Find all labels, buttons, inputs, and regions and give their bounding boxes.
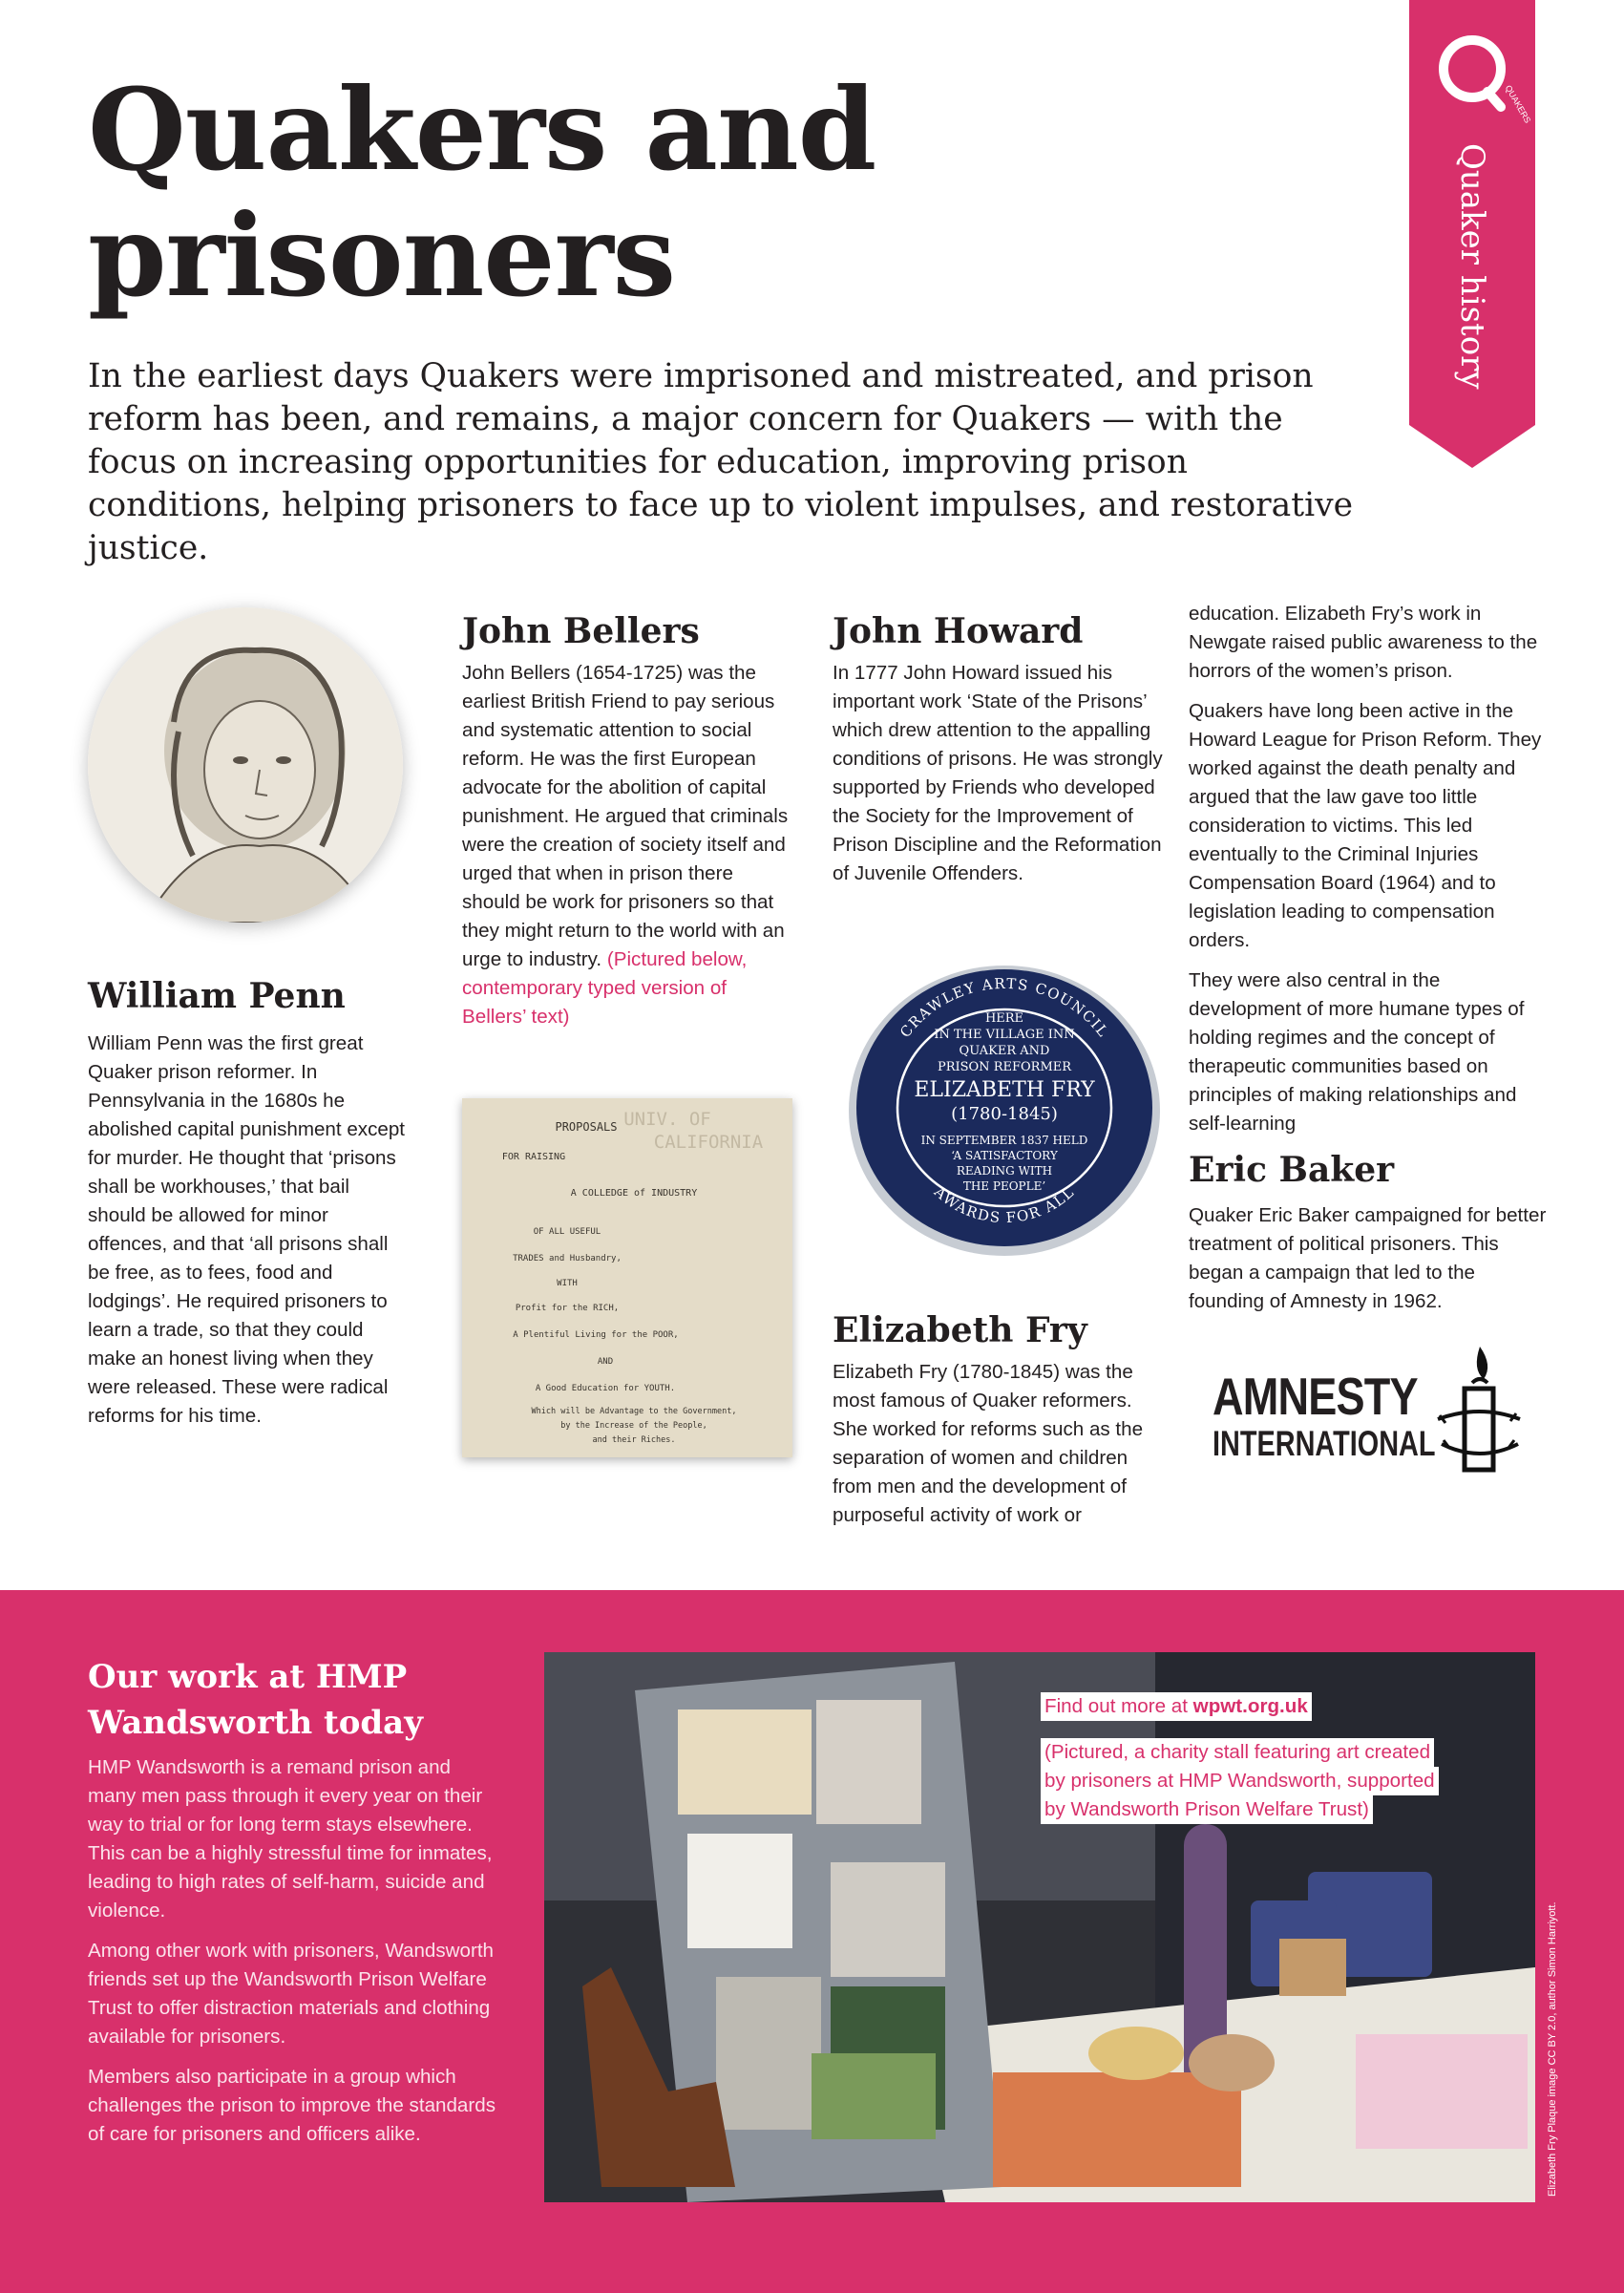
amnesty-wordmark-1: AMNESTY	[1213, 1367, 1418, 1426]
doc-line-9: AND	[597, 1357, 614, 1367]
plaque-line-2: IN THE VILLAGE INN	[934, 1028, 1075, 1042]
john-bellers-body	[462, 659, 791, 1031]
william-penn-heading: William Penn	[88, 976, 346, 1016]
right-column-text	[1189, 600, 1551, 1150]
plaque-top-arc: CRAWLEY ARTS COUNCIL	[896, 974, 1112, 1041]
doc-line-11: Which will be Advantage to the Government,	[531, 1407, 737, 1416]
john-howard-body: In 1777 John Howard issued his important work ‘State of the Prisons’ which drew attention to the appalling conditions of prisons. He was strongly supported by Friends who developed the Society for the Improvement of Prison Discipline and the Reformation of Juvenile Offenders.	[833, 662, 1163, 884]
plaque-line-8: THE PEOPLE’	[962, 1179, 1046, 1193]
plaque-line-5: IN SEPTEMBER 1837 HELD	[920, 1134, 1088, 1147]
elizabeth-fry-heading: Elizabeth Fry	[833, 1310, 1087, 1350]
john-howard-heading: John Howard	[833, 611, 1084, 651]
elizabeth-fry-section	[833, 1308, 1167, 1530]
photo-find-out-more	[1041, 1692, 1312, 1721]
william-penn-section	[88, 974, 412, 1431]
wandsworth-body	[88, 1753, 498, 2149]
doc-line-5: TRADES and Husbandry,	[513, 1254, 622, 1263]
john-howard-section	[833, 609, 1167, 888]
charity-stall-photo	[544, 1652, 1535, 2202]
wpwt-link[interactable]: wpwt.org.uk	[1192, 1695, 1308, 1717]
wandsworth-p3: Members also participate in a group which challenges the prison to improve the standards of care for prisoners and officers alike.	[88, 2066, 496, 2145]
john-bellers-caption: (Pictured below, contemporary typed version of Bellers’ text)	[462, 948, 748, 1028]
quakers-logo-icon	[1409, 0, 1535, 143]
amnesty-candle-icon	[1434, 1345, 1525, 1478]
elizabeth-fry-continued: education. Elizabeth Fry’s work in Newgate raised public awareness to the horrors of the women’s prison.	[1189, 603, 1538, 682]
john-bellers-text: John Bellers (1654-1725) was the earliest British Friend to pay serious and systematic attention to social reform. He was the first European advocate for the abolition of capital punishment. He argued that criminals were the creation of society itself and urged that when in prison there should be work for prisoners so that they might return to the world with an urge to industry.	[462, 662, 789, 970]
doc-line-2: FOR RAISING	[501, 1152, 566, 1162]
photo-caption-line-3: by Wandsworth Prison Welfare Trust)	[1041, 1795, 1373, 1824]
quakers-logo-text: QUAKERS	[1503, 83, 1533, 125]
doc-line-12: by the Increase of the People,	[560, 1421, 707, 1431]
plaque-name: ELIZABETH FRY	[914, 1078, 1095, 1102]
doc-line-3: A COLLEDGE of INDUSTRY	[570, 1188, 698, 1199]
william-penn-portrait	[88, 607, 403, 923]
plaque-line-3: QUAKER AND	[959, 1044, 1050, 1058]
stamp-line-1: UNIV. OF	[623, 1109, 711, 1130]
plaque-line-7: READING WITH	[956, 1164, 1053, 1178]
wandsworth-heading: Our work at HMP Wandsworth today	[88, 1658, 423, 1742]
bellers-proposals-document	[462, 1098, 792, 1457]
find-out-prefix: Find out more at	[1044, 1695, 1193, 1717]
william-penn-body: William Penn was the first great Quaker prison reformer. In Pennsylvania in the 1680s he abolished capital punishment except for murder. He thought that ‘prisons shall be workhouses,’ that bail should be allowed for minor offences, and that ‘all prisons shall be free, as to fees, food and lodgings’. He required prisoners to learn a trade, so that they could make an honest living when they were released. These were radical reforms for his time.	[88, 1032, 406, 1427]
john-bellers-section	[462, 609, 791, 1031]
doc-line-8: A Plentiful Living for the POOR,	[513, 1330, 679, 1340]
john-bellers-heading: John Bellers	[462, 611, 700, 651]
doc-line-10: A Good Education for YOUTH.	[535, 1384, 676, 1393]
howard-league-paragraph: Quakers have long been active in the Howard League for Prison Reform. They worked against the death penalty and argued that the law gave too little consideration to victims. This led eventually to the Criminal Injuries Compensation Board (1964) and to legislation leading to compensation orders.	[1189, 700, 1542, 951]
intro-paragraph: In the earliest days Quakers were imprisoned and mistreated, and prison reform has been, and remains, a major concern for Quakers — with the focus on increasing opportunities for education, improving prison conditions, helping prisoners to face up to violent impulses, and restorative justice.	[88, 357, 1354, 567]
eric-baker-body: Quaker Eric Baker campaigned for better treatment of political prisoners. This began a campaign that led to the founding of Amnesty in 1962.	[1189, 1204, 1547, 1312]
eric-baker-section	[1189, 1148, 1551, 1316]
wandsworth-p2: Among other work with prisoners, Wandsworth friends set up the Wandsworth Prison Welfare Trust to offer distraction materials and clothing available for prisoners.	[88, 1940, 495, 2048]
photo-caption-line-1: (Pictured, a charity stall featuring art created	[1041, 1738, 1434, 1767]
amnesty-international-logo	[1213, 1345, 1528, 1478]
doc-line-7: Profit for the RICH,	[515, 1304, 620, 1313]
plaque-bottom-arc: AWARDS FOR ALL	[931, 1182, 1078, 1227]
banner-label: Quaker history	[1453, 143, 1491, 390]
elizabeth-fry-plaque	[833, 955, 1176, 1261]
wandsworth-text	[88, 1654, 498, 2160]
eric-baker-heading: Eric Baker	[1189, 1150, 1395, 1190]
photo-caption-line-2: by prisoners at HMP Wandsworth, supported	[1041, 1767, 1439, 1795]
page-title: Quakers and prisoners	[88, 63, 876, 322]
quaker-history-banner	[1409, 0, 1535, 468]
doc-line-4: OF ALL USEFUL	[533, 1227, 601, 1237]
doc-line-13: and their Riches.	[592, 1435, 676, 1445]
elizabeth-fry-body: Elizabeth Fry (1780-1845) was the most famous of Quaker reformers. She worked for reforms such as the separation of women and children from men and the development of purposeful activity of work or	[833, 1361, 1144, 1526]
plaque-line-4: PRISON REFORMER	[937, 1060, 1072, 1074]
doc-line-1: PROPOSALS	[555, 1120, 618, 1134]
plaque-dates: (1780-1845)	[951, 1104, 1058, 1124]
plaque-line-1: HERE	[984, 1011, 1024, 1026]
humane-regimes-paragraph: They were also central in the development of more humane types of holding regimes and the concept of therapeutic communities based on principles of making relationships and self-learning	[1189, 969, 1525, 1135]
doc-line-6: WITH	[557, 1279, 578, 1288]
amnesty-wordmark-2: INTERNATIONAL	[1213, 1424, 1436, 1463]
stamp-line-2: CALIFORNIA	[653, 1132, 764, 1153]
wandsworth-p1: HMP Wandsworth is a remand prison and many men pass through it every year on their way to trial or for long term stays elsewhere. This can be a highly stressful time for inmates, leading to high rates of self-harm, suicide and violence.	[88, 1756, 493, 1921]
image-credit: Elizabeth Fry Plaque image CC BY 2.0, author Simon Harriyott.	[1547, 1901, 1558, 2197]
plaque-line-6: ‘A SATISFACTORY	[951, 1149, 1058, 1162]
